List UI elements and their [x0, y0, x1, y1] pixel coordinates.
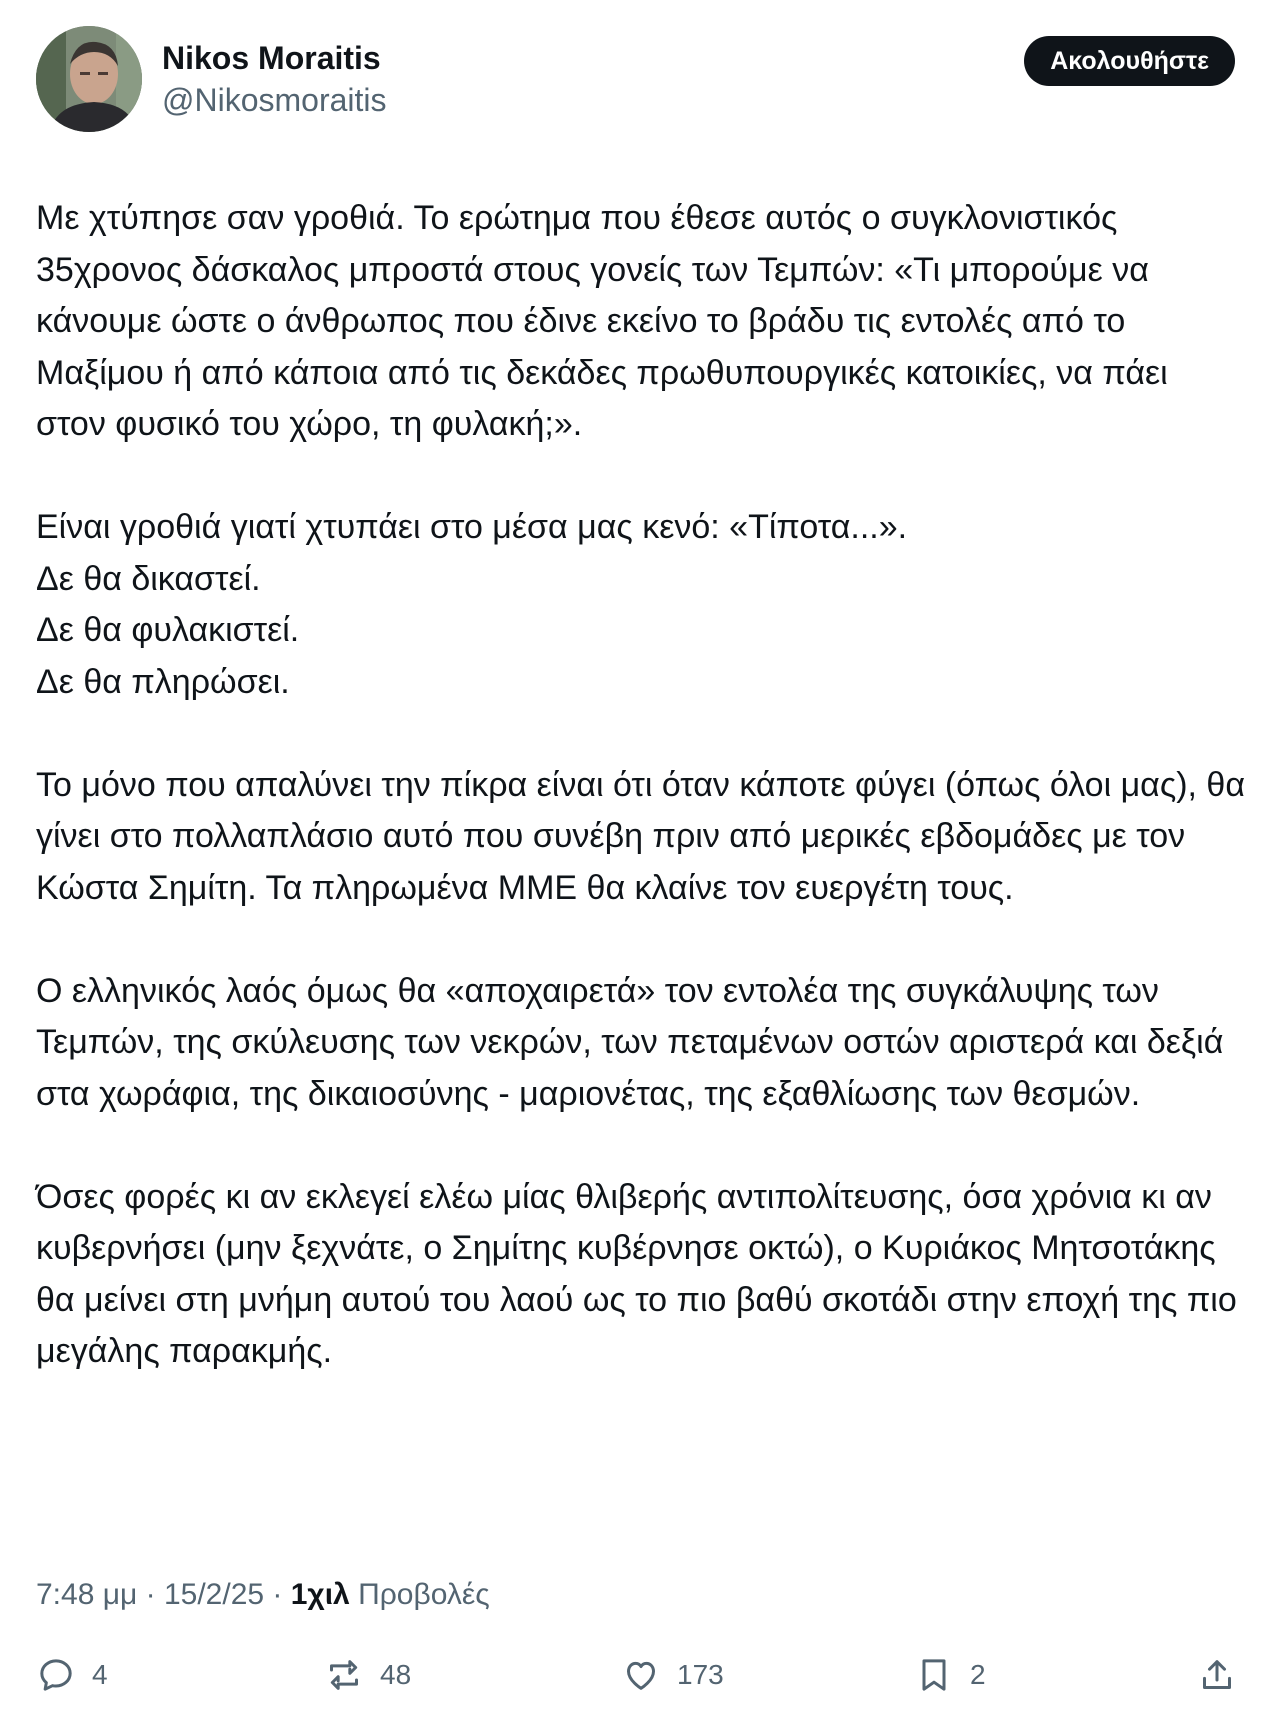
avatar[interactable]	[36, 26, 142, 132]
views-count: 1χιλ	[290, 1578, 350, 1611]
meta-separator: ·	[137, 1578, 164, 1611]
tweet-paragraph: Ο ελληνικός λαός όμως θα «αποχαιρετά» τον εντολέα της συγκάλυψης των Τεμπών, της σκύλευσης των νεκρών, των πεταμένων οστών αριστερά και δεξιά στα χωράφια, της δικαιοσύνης - μαριονέτας, της εξαθλίωσης των θεσμών.	[36, 971, 1224, 1113]
reply-button[interactable]	[36, 1650, 108, 1700]
retweet-icon	[324, 1655, 364, 1695]
user-handle[interactable]: @Nikosmoraitis	[162, 82, 387, 118]
tweet-paragraph: Είναι γροθιά γιατί χτυπάει στο μέσα μας κενό: «Τίποτα...». Δε θα δικαστεί. Δε θα φυλακιστεί. Δε θα πληρώσει.	[36, 508, 908, 701]
reply-count: 4	[92, 1659, 108, 1690]
tweet-paragraph: Το μόνο που απαλύνει την πίκρα είναι ότι όταν κάποτε φύγει (όπως όλοι μας), θα γίνει στο πολλαπλάσιο αυτό που συνέβη πριν από μερικές εβδομάδες με τον Κώστα Σημίτη. Τα πληρωμένα ΜΜΕ θα κλαίνε τον ευεργέτη τους.	[36, 765, 1245, 907]
tweet-meta	[36, 1575, 490, 1615]
views-label: Προβολές	[358, 1578, 490, 1611]
meta-separator: ·	[264, 1578, 291, 1611]
tweet-date[interactable]: 15/2/25	[163, 1578, 265, 1611]
tweet-header	[36, 26, 1235, 134]
bookmark-icon	[914, 1655, 954, 1695]
like-icon	[621, 1655, 661, 1695]
tweet-paragraph: Όσες φορές κι αν εκλεγεί ελέω μίας θλιβερής αντιπολίτευσης, όσα χρόνια κι αν κυβερνήσει (μην ξεχνάτε, ο Σημίτης κυβέρνησε οκτώ), ο Κυριάκος Μητσοτάκης θα μείνει στη μνήμη αυτού του λαού ως το πιο βαθύ σκοτάδι στην εποχή της πιο μεγάλης παρακμής.	[36, 1177, 1237, 1370]
like-count: 173	[677, 1659, 724, 1690]
tweet-text	[36, 193, 1246, 1378]
tweet-time[interactable]: 7:48 μμ	[36, 1578, 138, 1611]
bookmark-button[interactable]	[914, 1650, 986, 1700]
follow-button[interactable]: Ακολουθήστε	[1024, 36, 1235, 86]
bookmark-count: 2	[970, 1659, 986, 1690]
avatar-photo	[36, 26, 142, 132]
retweet-button[interactable]	[324, 1650, 411, 1700]
action-bar	[36, 1650, 1237, 1700]
share-icon	[1197, 1655, 1237, 1695]
reply-icon	[36, 1655, 76, 1695]
like-button[interactable]	[621, 1650, 724, 1700]
author-names	[162, 38, 387, 120]
share-button[interactable]	[1197, 1650, 1237, 1700]
tweet-paragraph: Με χτύπησε σαν γροθιά. Το ερώτημα που έθεσε αυτός ο συγκλονιστικός 35χρονος δάσκαλος μπροστά στους γονείς των Τεμπών: «Τι μπορούμε να κάνουμε ώστε ο άνθρωπος που έδινε εκείνο το βράδυ τις εντολές από το Μαξίμου ή από κάποια από τις δεκάδες πρωθυπουργικές κατοικίες, να πάει στον φυσικό του χώρο, τη φυλακή;».	[36, 199, 1168, 443]
retweet-count: 48	[380, 1659, 412, 1690]
display-name[interactable]: Nikos Moraitis	[162, 40, 381, 76]
